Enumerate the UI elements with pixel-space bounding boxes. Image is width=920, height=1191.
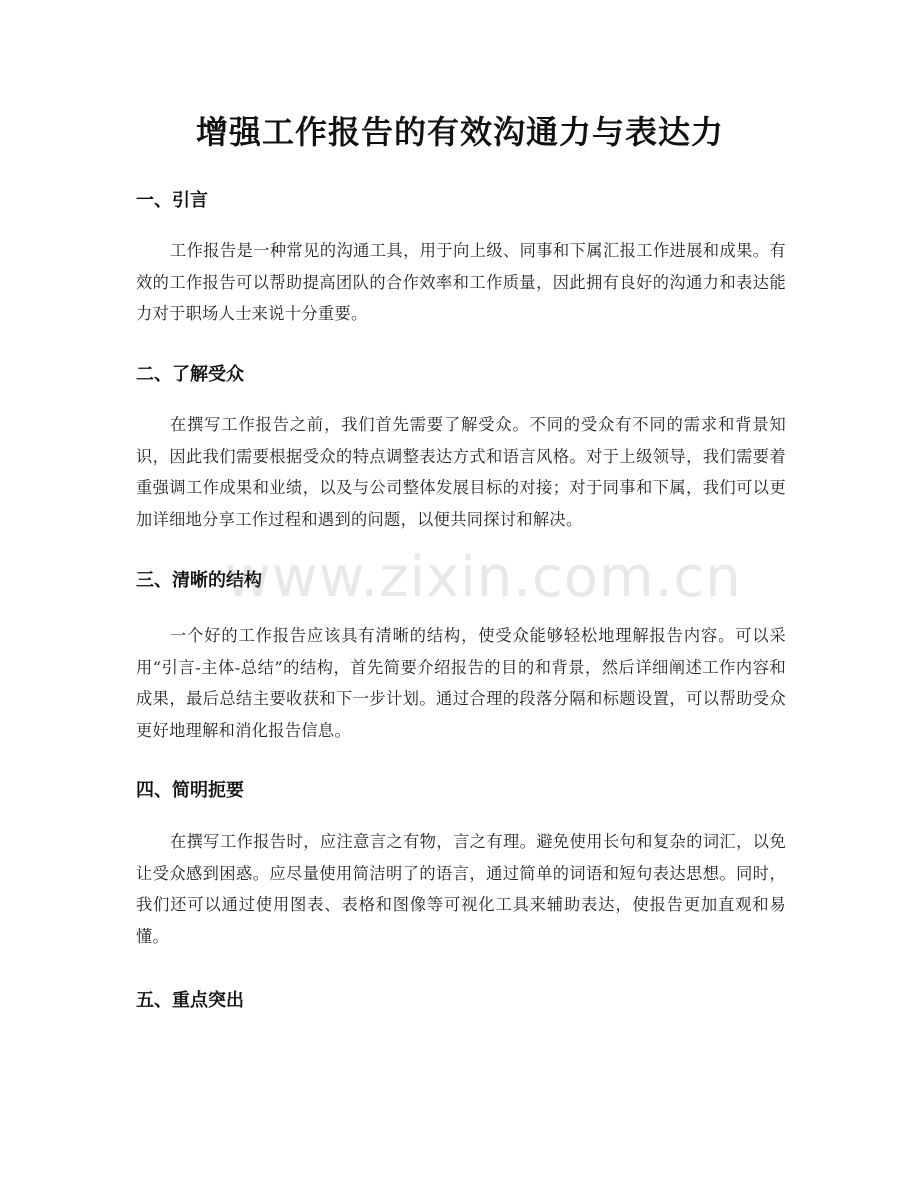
section-heading-highlight: 五、重点突出 — [136, 990, 244, 1011]
section-heading-structure: 三、清晰的结构 — [136, 570, 262, 591]
section-paragraph-introduction: 工作报告是一种常见的沟通工具，用于向上级、同事和下属汇报工作进展和成果。有效的工作报告可以帮助提高团队的合作效率和工作质量，因此拥有良好的沟通力和表达能力对于职场人士来说十分重要。 — [136, 241, 786, 323]
watermark-text: www.zixin.com.cn — [225, 545, 742, 610]
section-heading-audience: 二、了解受众 — [136, 364, 244, 385]
document-title: 增强工作报告的有效沟通力与表达力 — [195, 113, 724, 151]
section-heading-introduction: 一、引言 — [136, 190, 208, 211]
section-heading-concise: 四、简明扼要 — [136, 780, 244, 801]
section-paragraph-concise: 在撰写工作报告时，应注意言之有物，言之有理。避免使用长句和复杂的词汇，以免让受众感到困惑。应尽量使用简洁明了的语言，通过简单的词语和短句表达思想。同时，我们还可以通过使用图表、表格和图像等可视化工具来辅助表达，使报告更加直观和易懂。 — [136, 832, 786, 946]
section-paragraph-structure: 一个好的工作报告应该具有清晰的结构，使受众能够轻松地理解报告内容。可以采用“引言-主体-总结”的结构，首先简要介绍报告的目的和背景，然后详细阐述工作内容和成果，最后总结主要收获和下一步计划。通过合理的段落分隔和标题设置，可以帮助受众更好地理解和消化报告信息。 — [136, 626, 786, 740]
section-paragraph-audience: 在撰写工作报告之前，我们首先需要了解受众。不同的受众有不同的需求和背景知识，因此我们需要根据受众的特点调整表达方式和语言风格。对于上级领导，我们需要着重强调工作成果和业绩，以及与公司整体发展目标的对接；对于同事和下属，我们可以更加详细地分享工作过程和遇到的问题，以便共同探讨和解决。 — [136, 415, 786, 529]
